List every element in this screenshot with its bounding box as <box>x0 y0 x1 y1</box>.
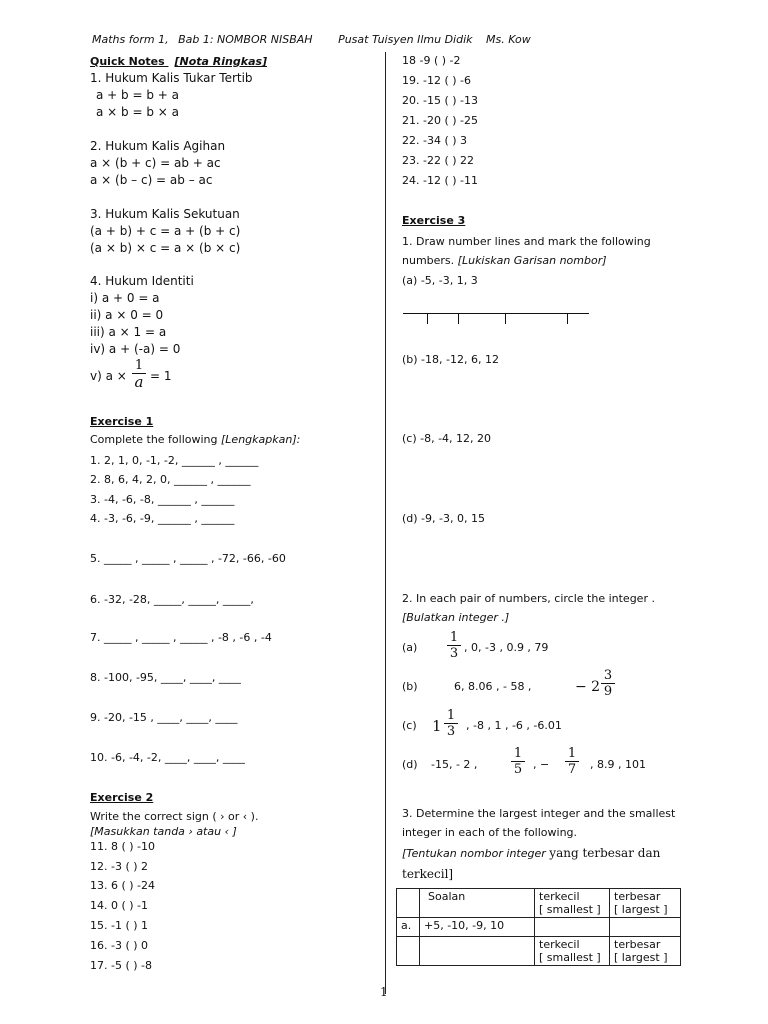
q2-d-denominator-1: 5 <box>513 762 523 777</box>
q3-ms-text-b: yang terbesar dan <box>549 846 661 860</box>
answer-smallest-cell[interactable] <box>535 918 610 937</box>
law-1-line-1: a + b = b + a <box>96 88 179 102</box>
exercise-2-item: 11. 8 ( ) -10 <box>90 840 156 853</box>
header-subject: Maths form 1, <box>92 33 169 46</box>
exercise-2-instruction: Write the correct sign ( › or ‹ ). <box>90 810 259 823</box>
q2-c-fraction <box>444 709 458 738</box>
exercise-3-q1-part: (b) -18, -12, 6, 12 <box>402 353 499 366</box>
exercise-1-item: 2. 8, 6, 4, 2, 0, ______ , ______ <box>90 473 251 486</box>
number-line <box>403 313 589 314</box>
law-2-heading: 2. Hukum Kalis Agihan <box>90 139 226 153</box>
q2-b-fraction <box>601 669 615 698</box>
table-cell <box>397 889 420 918</box>
table-header-largest <box>610 889 681 918</box>
q2-a-fraction <box>447 631 461 660</box>
exercise-3-q1-part: (c) -8, -4, 12, 20 <box>402 432 492 445</box>
smallest-label-ms: terkecil <box>539 890 580 903</box>
header-teacher: Ms. Kow <box>486 33 531 46</box>
exercise-3-q1-part: (a) -5, -3, 1, 3 <box>402 274 478 287</box>
table-header-smallest <box>535 889 610 918</box>
q2-d-denominator-2: 7 <box>567 762 577 777</box>
q2-d-end: , 8.9 , 101 <box>590 758 646 771</box>
exercise-3-q1-ms: [Lukiskan Garisan nombor] <box>457 254 607 267</box>
quick-notes-subtitle: [Nota Ringkas] <box>174 55 268 68</box>
quick-notes-label: Quick Notes <box>90 55 165 68</box>
law-4-line-3: iii) a × 1 = a <box>90 325 167 339</box>
table-row-label: a. <box>397 918 420 937</box>
law-5-suffix: = 1 <box>150 369 172 383</box>
exercise-3-q1-line-1: 1. Draw number lines and mark the following <box>402 235 651 248</box>
law-4-heading: 4. Hukum Identiti <box>90 274 194 288</box>
q2-b-mixed-whole: − 2 <box>575 679 601 695</box>
table-row <box>397 937 681 966</box>
table-row-value: +5, -10, -9, 10 <box>420 918 535 937</box>
exercise-1-instruction <box>90 434 300 447</box>
law-3-line-2: (a × b) × c = a × (b × c) <box>90 241 241 255</box>
law-2-line-1: a × (b + c) = ab + ac <box>90 156 221 170</box>
q2-b-rest: 6, 8.06 , - 58 , <box>454 680 532 693</box>
page-number: 1 <box>380 985 388 999</box>
quick-notes-title <box>90 56 267 69</box>
exercise-1-item: 1. 2, 1, 0, -1, -2, ______ , ______ <box>90 454 259 467</box>
exercise-2-item: 21. -20 ( ) -25 <box>402 114 478 127</box>
law-4-line-4: iv) a + (-a) = 0 <box>90 342 181 356</box>
exercise-1-item: 4. -3, -6, -9, ______ , ______ <box>90 512 235 525</box>
law-4-line-2: ii) a × 0 = 0 <box>90 308 164 322</box>
largest-label-en: [ largest ] <box>614 951 668 964</box>
exercise-3-q2-ms: [Bulatkan integer .] <box>402 611 510 624</box>
exercise-1-title: Exercise 1 <box>90 415 154 428</box>
q2-d-label: (d) <box>402 758 418 771</box>
exercise-2-instruction-ms: [Masukkan tanda › atau ‹ ] <box>90 825 237 838</box>
exercise-2-item: 18 -9 ( ) -2 <box>402 54 461 67</box>
exercise-2-item: 12. -3 ( ) 2 <box>90 860 149 873</box>
number-line-tick <box>567 313 568 324</box>
answer-table <box>396 888 681 966</box>
number-line-tick <box>458 313 459 324</box>
answer-largest-cell[interactable] <box>610 918 681 937</box>
exercise-2-item: 22. -34 ( ) 3 <box>402 134 468 147</box>
exercise-2-item: 23. -22 ( ) 22 <box>402 154 475 167</box>
exercise-2-item: 16. -3 ( ) 0 <box>90 939 149 952</box>
exercise-3-q3-ms-line-1 <box>402 847 660 861</box>
q2-c-rest: , -8 , 1 , -6 , -6.01 <box>466 719 562 732</box>
q2-b-label: (b) <box>402 680 418 693</box>
exercise-2-item: 20. -15 ( ) -13 <box>402 94 478 107</box>
table-cell <box>397 937 420 966</box>
q2-c-denominator: 3 <box>446 724 456 739</box>
q2-c-whole: 1 <box>432 717 442 735</box>
table-subheader-largest <box>610 937 681 966</box>
q2-d-separator: , − <box>533 758 550 771</box>
exercise-3-title: Exercise 3 <box>402 214 466 227</box>
q2-a-rest: , 0, -3 , 0.9 , 79 <box>464 641 549 654</box>
table-row <box>397 918 681 937</box>
exercise-1-item: 9. -20, -15 , ____, ____, ____ <box>90 711 238 724</box>
header-chapter: Bab 1: NOMBOR NISBAH <box>178 33 313 46</box>
q2-d-start: -15, - 2 , <box>431 758 478 771</box>
exercise-2-item: 24. -12 ( ) -11 <box>402 174 478 187</box>
exercise-1-item: 8. -100, -95, ____, ____, ____ <box>90 671 241 684</box>
exercise-1-item: 7. _____ , _____ , _____ , -8 , -6 , -4 <box>90 631 272 644</box>
page-header <box>92 34 537 47</box>
number-line-tick <box>505 313 506 324</box>
law-2-line-2: a × (b – c) = ab – ac <box>90 173 213 187</box>
exercise-1-instruction-ms: [Lengkapkan]: <box>221 433 301 446</box>
q2-a-denominator: 3 <box>449 646 459 661</box>
law-5-numerator: 1 <box>134 358 144 373</box>
exercise-3-q1-part: (d) -9, -3, 0, 15 <box>402 512 485 525</box>
law-5-denominator: a <box>134 373 144 391</box>
exercise-1-item: 3. -4, -6, -8, ______ , ______ <box>90 493 235 506</box>
exercise-3-q3-line-2: integer in each of the following. <box>402 826 578 839</box>
law-5-fraction <box>132 359 146 390</box>
exercise-2-title: Exercise 2 <box>90 791 154 804</box>
exercise-2-item: 15. -1 ( ) 1 <box>90 919 149 932</box>
law-1-heading: 1. Hukum Kalis Tukar Tertib <box>90 71 253 85</box>
exercise-3-q2-line-1: 2. In each pair of numbers, circle the integer . <box>402 592 655 605</box>
exercise-1-item: 5. _____ , _____ , _____ , -72, -66, -60 <box>90 552 286 565</box>
header-centre: Pusat Tuisyen Ilmu Didik <box>338 33 473 46</box>
table-subheader-smallest <box>535 937 610 966</box>
q2-d-numerator-2: 1 <box>567 746 577 761</box>
column-divider <box>385 52 386 994</box>
smallest-label-en: [ smallest ] <box>539 951 601 964</box>
q2-c-label: (c) <box>402 719 417 732</box>
law-3-line-1: (a + b) + c = a + (b + c) <box>90 224 241 238</box>
q2-a-numerator: 1 <box>449 630 459 645</box>
law-1-line-2: a × b = b × a <box>96 105 179 119</box>
exercise-3-q3-line-1: 3. Determine the largest integer and the smallest <box>402 807 676 820</box>
smallest-label-en: [ smallest ] <box>539 903 601 916</box>
exercise-1-item: 10. -6, -4, -2, ____, ____, ____ <box>90 751 245 764</box>
exercise-1-instruction-en: Complete the following <box>90 433 218 446</box>
law-4-line-1: i) a + 0 = a <box>90 291 160 305</box>
q2-b-numerator: 3 <box>603 668 613 683</box>
smallest-label-ms: terkecil <box>539 938 580 951</box>
exercise-2-item: 19. -12 ( ) -6 <box>402 74 471 87</box>
exercise-2-item: 17. -5 ( ) -8 <box>90 959 152 972</box>
largest-label-ms: terbesar <box>614 938 661 951</box>
largest-label-en: [ largest ] <box>614 903 668 916</box>
exercise-3-q3-ms-line-2: terkecil] <box>402 867 454 881</box>
q2-a-label: (a) <box>402 641 418 654</box>
exercise-1-item: 6. -32, -28, _____, _____, _____, <box>90 593 254 606</box>
q2-d-fraction-1 <box>511 747 525 776</box>
q2-d-fraction-2 <box>565 747 579 776</box>
q2-d-numerator-1: 1 <box>513 746 523 761</box>
exercise-2-item: 14. 0 ( ) -1 <box>90 899 149 912</box>
exercise-2-item: 13. 6 ( ) -24 <box>90 879 156 892</box>
largest-label-ms: terbesar <box>614 890 661 903</box>
exercise-3-q1-text: numbers. <box>402 254 455 267</box>
table-cell <box>420 937 535 966</box>
q3-ms-text-a: [Tentukan nombor integer <box>402 847 546 860</box>
table-row <box>397 889 681 918</box>
law-3-heading: 3. Hukum Kalis Sekutuan <box>90 207 240 221</box>
law-5-prefix: v) a × <box>90 369 127 383</box>
q2-c-numerator: 1 <box>446 708 456 723</box>
number-line-tick <box>427 313 428 324</box>
table-header-soalan: Soalan <box>420 889 535 918</box>
q2-b-denominator: 9 <box>603 684 613 699</box>
exercise-3-q1-line-2 <box>402 255 607 268</box>
